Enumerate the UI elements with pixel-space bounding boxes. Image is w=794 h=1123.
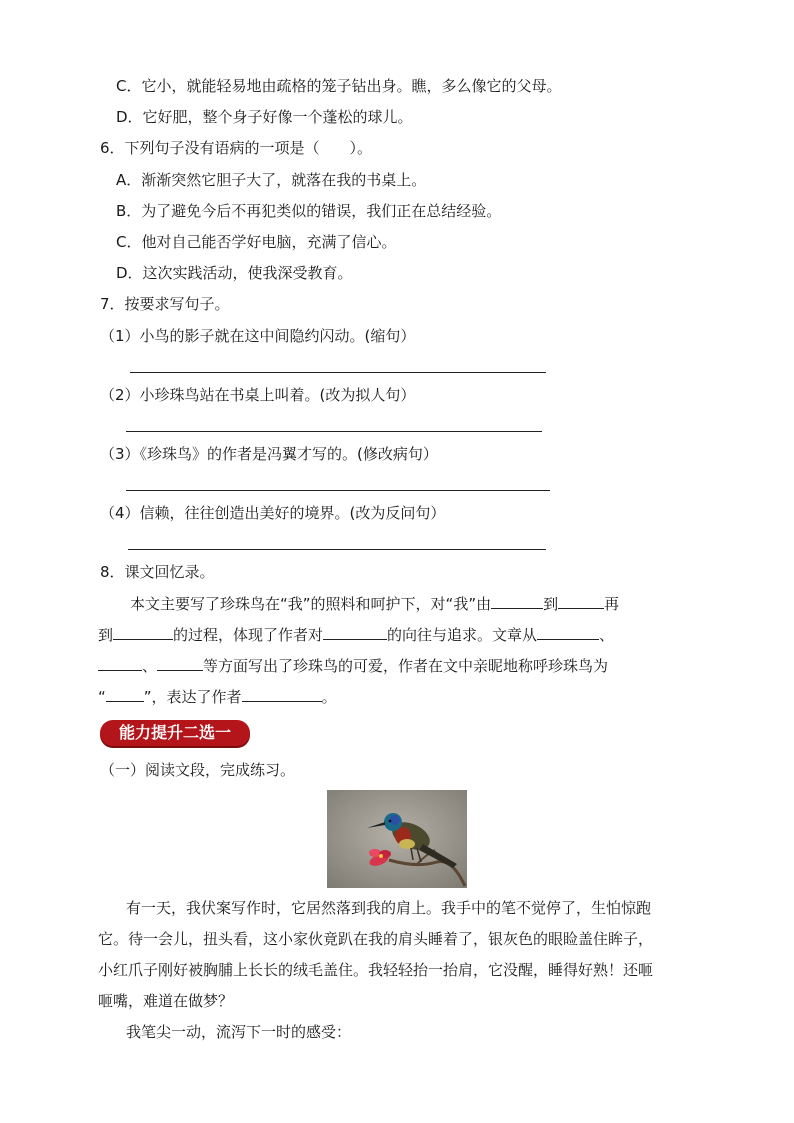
q7-item-1: （1）小鸟的影子就在这中间隐约闪动。(缩句） [100,327,416,345]
q8-line-2 [98,624,614,645]
q6-option-b: B．为了避免今后不再犯类似的错误，我们正在总结经验。 [116,202,502,220]
fill-blank[interactable] [98,655,142,671]
q8-text: 。 [321,688,337,706]
q8-text: 的过程，体现了作者对 [173,626,324,644]
section-banner: 能力提升二选一 [100,720,250,746]
fill-blank[interactable] [106,686,144,702]
passage-line: 我笔尖一动，流泻下一时的感受： [126,1023,352,1041]
answer-line-1[interactable] [130,372,546,373]
q6-option-d: D．这次实践活动，使我深受教育。 [116,264,353,282]
q5-option-d: D．它好肥，整个身子好像一个蓬松的球儿。 [116,108,413,126]
fill-blank[interactable] [323,624,387,640]
q8-text: 等方面写出了珍珠鸟的可爱，作者在文中亲昵地称呼珍珠鸟为 [203,657,609,675]
fill-blank[interactable] [157,655,203,671]
q7-item-2: （2）小珍珠鸟站在书桌上叫着。(改为拟人句） [100,386,416,404]
q7-item-4: （4）信赖，往往创造出美好的境界。(改为反问句） [100,504,446,522]
bird-on-branch-illustration [327,790,467,888]
bird-photo [327,790,467,888]
passage-line: 小红爪子刚好被胸脯上长长的绒毛盖住。我轻轻抬一抬肩，它没醒，睡得好熟！还咂 [98,961,654,979]
fill-blank[interactable] [558,593,604,609]
q8-text: 、 [599,626,615,644]
reading-instruction: （一）阅读文段，完成练习。 [100,761,296,779]
q8-text: 到 [98,626,114,644]
q8-text: “ [98,688,106,706]
q8-text: 、 [142,657,158,675]
fill-blank[interactable] [537,624,599,640]
q7-item-3: （3）《珍珠鸟》的作者是冯翼才写的。(修改病句） [100,445,438,463]
q8-stem: 8．课文回忆录。 [100,563,215,581]
q5-option-c: C．它小，就能轻易地由疏格的笼子钻出身。瞧，多么像它的父母。 [116,77,562,95]
fill-blank[interactable] [242,686,322,702]
q8-line-3 [98,655,608,676]
q8-text: 本文主要写了珍珠鸟在“我”的照料和呵护下，对“我”由 [130,595,492,613]
q8-line-1 [130,593,619,614]
q8-line-4 [98,686,337,707]
q7-stem: 7．按要求写句子。 [100,295,230,313]
q8-text: 的向往与追求。文章从 [387,626,538,644]
answer-line-2[interactable] [126,431,542,432]
answer-line-3[interactable] [126,490,550,491]
fill-blank[interactable] [491,593,543,609]
q8-text: 再 [604,595,620,613]
q6-stem: 6．下列句子没有语病的一项是（ ）。 [100,139,373,157]
q8-text: 到 [543,595,559,613]
q6-option-a: A．渐渐突然它胆子大了，就落在我的书桌上。 [116,171,427,189]
passage-line: 有一天，我伏案写作时，它居然落到我的肩上。我手中的笔不觉停了，生怕惊跑 [126,899,652,917]
passage-line: 它。待一会儿，扭头看，这小家伙竟趴在我的肩头睡着了，银灰色的眼睑盖住眸子， [98,930,654,948]
q8-text: ”，表达了作者 [143,688,242,706]
answer-line-4[interactable] [128,549,546,550]
passage-line: 咂嘴，难道在做梦？ [98,992,234,1010]
fill-blank[interactable] [113,624,173,640]
q6-option-c: C．他对自己能否学好电脑，充满了信心。 [116,233,397,251]
